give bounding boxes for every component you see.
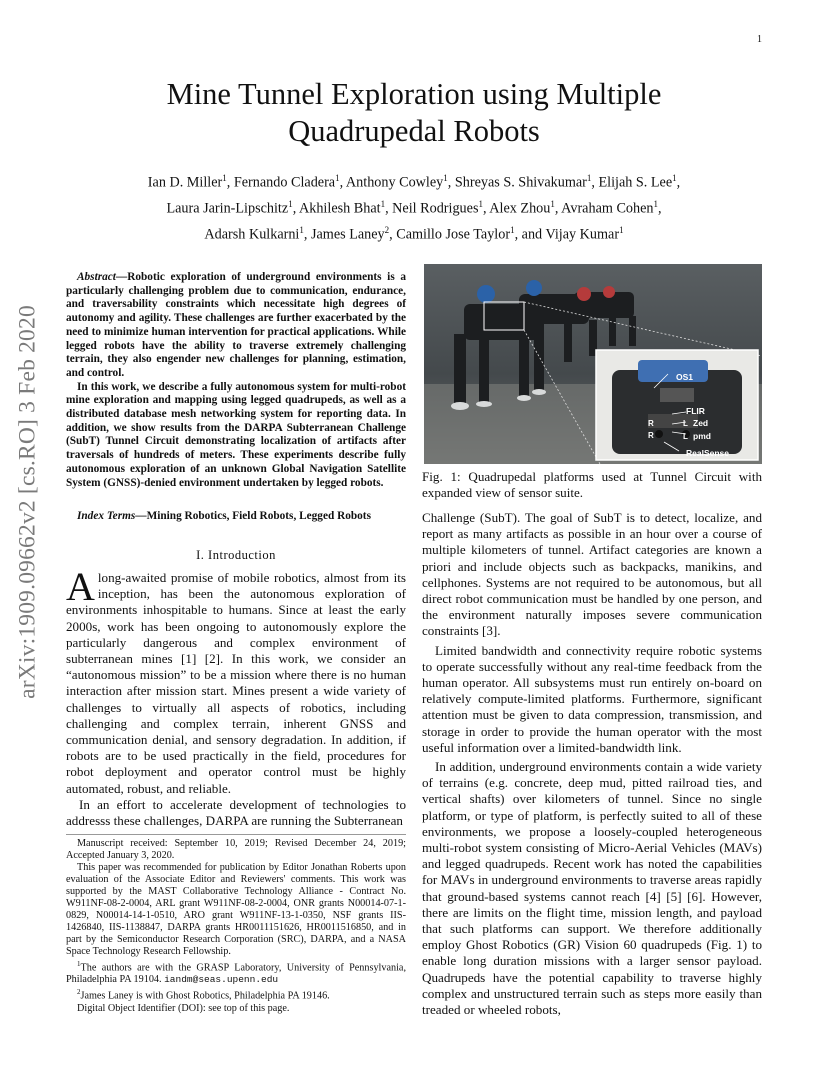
abstract-paragraph-2: In this work, we describe a fully autonomous system for multi-robot mine exploration and mapping using legged quadrupeds, as well as a distributed database mesh networking system for reporting data. In addition, we show results from the DARPA Subterranean Challenge (SubT) Tunnel Circuit demonstrating localization of artifacts after traversals of hundreds of meters. These experiments describe fully autonomous exploration of an unknown Global Navigation Satellite System (GNSS)-denied environment undertaken by legged robots.	[66, 380, 406, 489]
author-line-1: Ian D. Miller$^1$, Fernando Cladera$^1$, Anthony Cowley$^1$, Shreyas S. Shivakumar$^1$, Elijah S. Lee$^1$,	[147, 173, 681, 191]
author-name: Akhilesh Bhat	[299, 200, 381, 217]
introduction-text	[66, 564, 406, 829]
intro-paragraph-2: In an effort to accelerate development of technologies to addresss these challenges, DARPA are running the Subterranean	[66, 796, 406, 829]
author-affiliation: 2	[384, 225, 390, 236]
title-line-1: Mine Tunnel Exploration using Multiple	[166, 77, 662, 111]
right-paragraph-3: In addition, underground environments contain a wide variety of terrains (e.g. concrete, deep mud, pitted railroad ties, and vertical shafts) over kilometers of tunnel. Since no single platform, or type of platform, is perfectly suited to all of these environments, we propose a loosely-coupled heterogeneous multi-robot system consisting of Micro-Aerial Vehicles (MAVs) and legged quadrupeds. Recent work has noted the capabilities for MAVs in underground environments to traverse areas rapidly that ground-based systems cannot reach [4] [5] [6]. However, there are limits on the flight time, mission length, and payload that such platforms can support. We therefore additionally employ Ghost Robotics (GR) Vision 60 quadrupeds (Fig. 1) to enable long duration missions with a larger sensor payload. Quadrupeds have the potential capability to traverse highly complex and unstructured terrain such as steps more easily than treaded or wheeled robots,	[422, 759, 762, 1018]
label-zed: Zed	[693, 418, 709, 428]
figure-1-caption: Fig. 1: Quadrupedal platforms used at Tunnel Circuit with expanded view of sensor suite.	[422, 469, 762, 501]
paper-title	[100, 76, 728, 150]
label-flir: FLIR	[686, 406, 705, 416]
label-l-top: L	[683, 419, 688, 428]
author-affiliation: 1	[619, 225, 624, 236]
author-affiliation: 1	[653, 199, 658, 210]
author-affiliation: 1	[478, 199, 483, 210]
label-r-bottom: R	[648, 431, 654, 440]
author-affiliation: 1	[380, 199, 386, 210]
page-number: 1	[757, 34, 762, 45]
abstract-text-1: —Robotic exploration of underground environments is a particularly challenging problem due to communication, endurance, and traversability constraints which necessitate high degrees of autonomy and agility. These challenges are further exacerbated by the need to minimize human intervention for practical applications. While legged robots have the ability to traverse extremely challenging terrain, they also engender new challenges for planning, estimation, and control.	[66, 271, 406, 379]
footnote-affiliation-1	[66, 958, 406, 986]
footnote-doi: Digital Object Identifier (DOI): see top of this page.	[77, 1002, 290, 1014]
footnote-rule	[66, 834, 406, 835]
author-line-3: Adarsh Kulkarni$^1$, James Laney$^2$, Camillo Jose Taylor$^1$, and Vijay Kumar$^1$	[204, 225, 624, 244]
author-name: Elijah S. Lee	[598, 174, 673, 191]
abstract	[66, 271, 406, 490]
author-name: Vijay Kumar	[545, 227, 620, 244]
author-email-link[interactable]: iandm@seas.upenn.edu	[164, 974, 279, 986]
author-name: Neil Rodrigues	[392, 200, 479, 217]
author-list	[80, 168, 748, 247]
section-heading-text: I. Introduction	[196, 548, 276, 562]
author-name: Fernando Cladera	[233, 174, 336, 191]
author-affiliation: 1	[222, 173, 227, 183]
title-line-2: Quadrupedal Robots	[288, 114, 540, 148]
label-realsense: RealSense	[686, 448, 729, 458]
footnote-marker: 1	[77, 960, 81, 968]
footnote-affiliation-1-text: The authors are with the GRASP Laboratory, University of Pennsylvania, Philadelphia PA 19104.	[66, 962, 406, 986]
author-affiliation: 1	[510, 225, 515, 236]
footnote-received: Manuscript received: September 10, 2019; Revised December 24, 2019; Accepted January 3, 2020.	[66, 838, 406, 861]
author-name: Laura Jarin-Lipschitz	[166, 200, 289, 217]
right-paragraph-2: Limited bandwidth and connectivity require robotic systems to operate successfully without any real-time feedback from the human operator. All subsystems must run entirely on-board on relatively compute-limited platforms. Furthermore, significant attention must be given to data compression, transmission, and storage in order to provide the human operator with the most useful information over a limited-bandwidth link.	[422, 642, 762, 755]
label-os1: OS1	[676, 372, 694, 382]
author-name: Ian D. Miller	[147, 174, 223, 191]
author-name: Adarsh Kulkarni	[204, 227, 300, 244]
index-terms	[66, 509, 406, 523]
author-name: Camillo Jose Taylor	[396, 227, 511, 244]
author-name: Avraham Cohen	[561, 200, 654, 217]
right-column-text	[422, 510, 762, 1018]
author-affiliation: 1	[288, 199, 293, 210]
abstract-label: Abstract	[77, 271, 116, 283]
dropcap-letter: A	[66, 564, 95, 609]
footnote-funding: This paper was recommended for publication by Editor Jonathan Roberts upon evaluation of the Associate Editor and Reviewers' comments. This work was supported by the MAST Collaborative Technology Alliance - Contract No. W911NF-08-2-0004, ARL grant W911NF-08-2-0004, ONR grants N00014-07-1-0829, N00014-14-1-0510, ARO grant W911NF-13-1-0350, NSF grants IIS-1426840, IIS-1138847, DARPA grants HR0011151626, HR0011516850, and in part by the Semiconductor Research Corporation (SRC), DARPA, and a NASA Space Technology Research Fellowship.	[66, 862, 406, 957]
author-affiliation: 1	[672, 173, 677, 183]
arxiv-stamp	[8, 292, 48, 712]
intro-paragraph-1-text: long-awaited promise of mobile robotics, almost from its inception, has been the autonomous exploration of environments inhospitable to humans. Since at least the early 2000s, work has been ongoing to autonomously explore the particularly dangerous and complex environment of subterranean mines [1] [2]. In this work, we consider an “autonomous mission” to be a mission where there is no human interaction after mission start. Mines present a wide variety of challenges to virtually all aspects of robotics, including challenging and complex terrain, inherent GNSS and communication denial, and sensory degradation. In addition, if robots are to be used practically in the field, procedures for robot deployment and operator control must be highly automated, robust, and reliable.	[66, 570, 406, 796]
author-affiliation: 1	[550, 199, 555, 210]
footnote-affiliation-2-text: James Laney is with Ghost Robotics, Philadelphia PA 19146.	[80, 990, 330, 1002]
author-name: Shreyas S. Shivakumar	[454, 174, 587, 191]
footnote-marker: 2	[77, 988, 81, 997]
abstract-paragraph-1	[66, 271, 406, 381]
label-pmd: pmd	[693, 431, 711, 441]
author-name: Anthony Cowley	[345, 174, 444, 191]
author-affiliation: 1	[335, 173, 340, 183]
arxiv-stamp-text: arXiv:1909.09662v2 [cs.RO] 3 Feb 2020	[14, 305, 41, 699]
author-affiliation: 1	[586, 173, 592, 183]
section-heading	[66, 548, 406, 563]
label-l-bottom: L	[683, 432, 688, 441]
label-r-top: R	[648, 419, 654, 428]
sensor-suite-inset	[596, 350, 758, 460]
robots-photo-illustration	[424, 264, 762, 464]
index-terms-text: —Mining Robotics, Field Robots, Legged Robots	[135, 510, 371, 522]
index-terms-label: Index Terms	[77, 510, 136, 522]
right-paragraph-1: Challenge (SubT). The goal of SubT is to detect, localize, and report as many artifacts as possible in an hour over a course of multiple kilometers of tunnel. Artifact categories are known a priori and include objects such as backpacks, manikins, and cellphones. Systems are not required to be autonomous, but all direct robot communication must be handled by one person, and the environment naturally imposes severe communication constraints [3].	[422, 510, 762, 639]
footnote-affiliation-2	[66, 986, 406, 1002]
footnotes	[66, 838, 406, 1015]
author-affiliation: 1	[299, 225, 304, 236]
figure-1-photo	[424, 264, 762, 464]
intro-paragraph-1	[66, 564, 406, 797]
author-name: James Laney	[310, 227, 385, 244]
author-affiliation: 1	[443, 173, 448, 183]
author-name: Alex Zhou	[489, 200, 551, 217]
author-line-2: Laura Jarin-Lipschitz$^1$, Akhilesh Bhat$^1$, Neil Rodrigues$^1$, Alex Zhou$^1$, Avraham Cohen$^1$,	[166, 199, 662, 217]
